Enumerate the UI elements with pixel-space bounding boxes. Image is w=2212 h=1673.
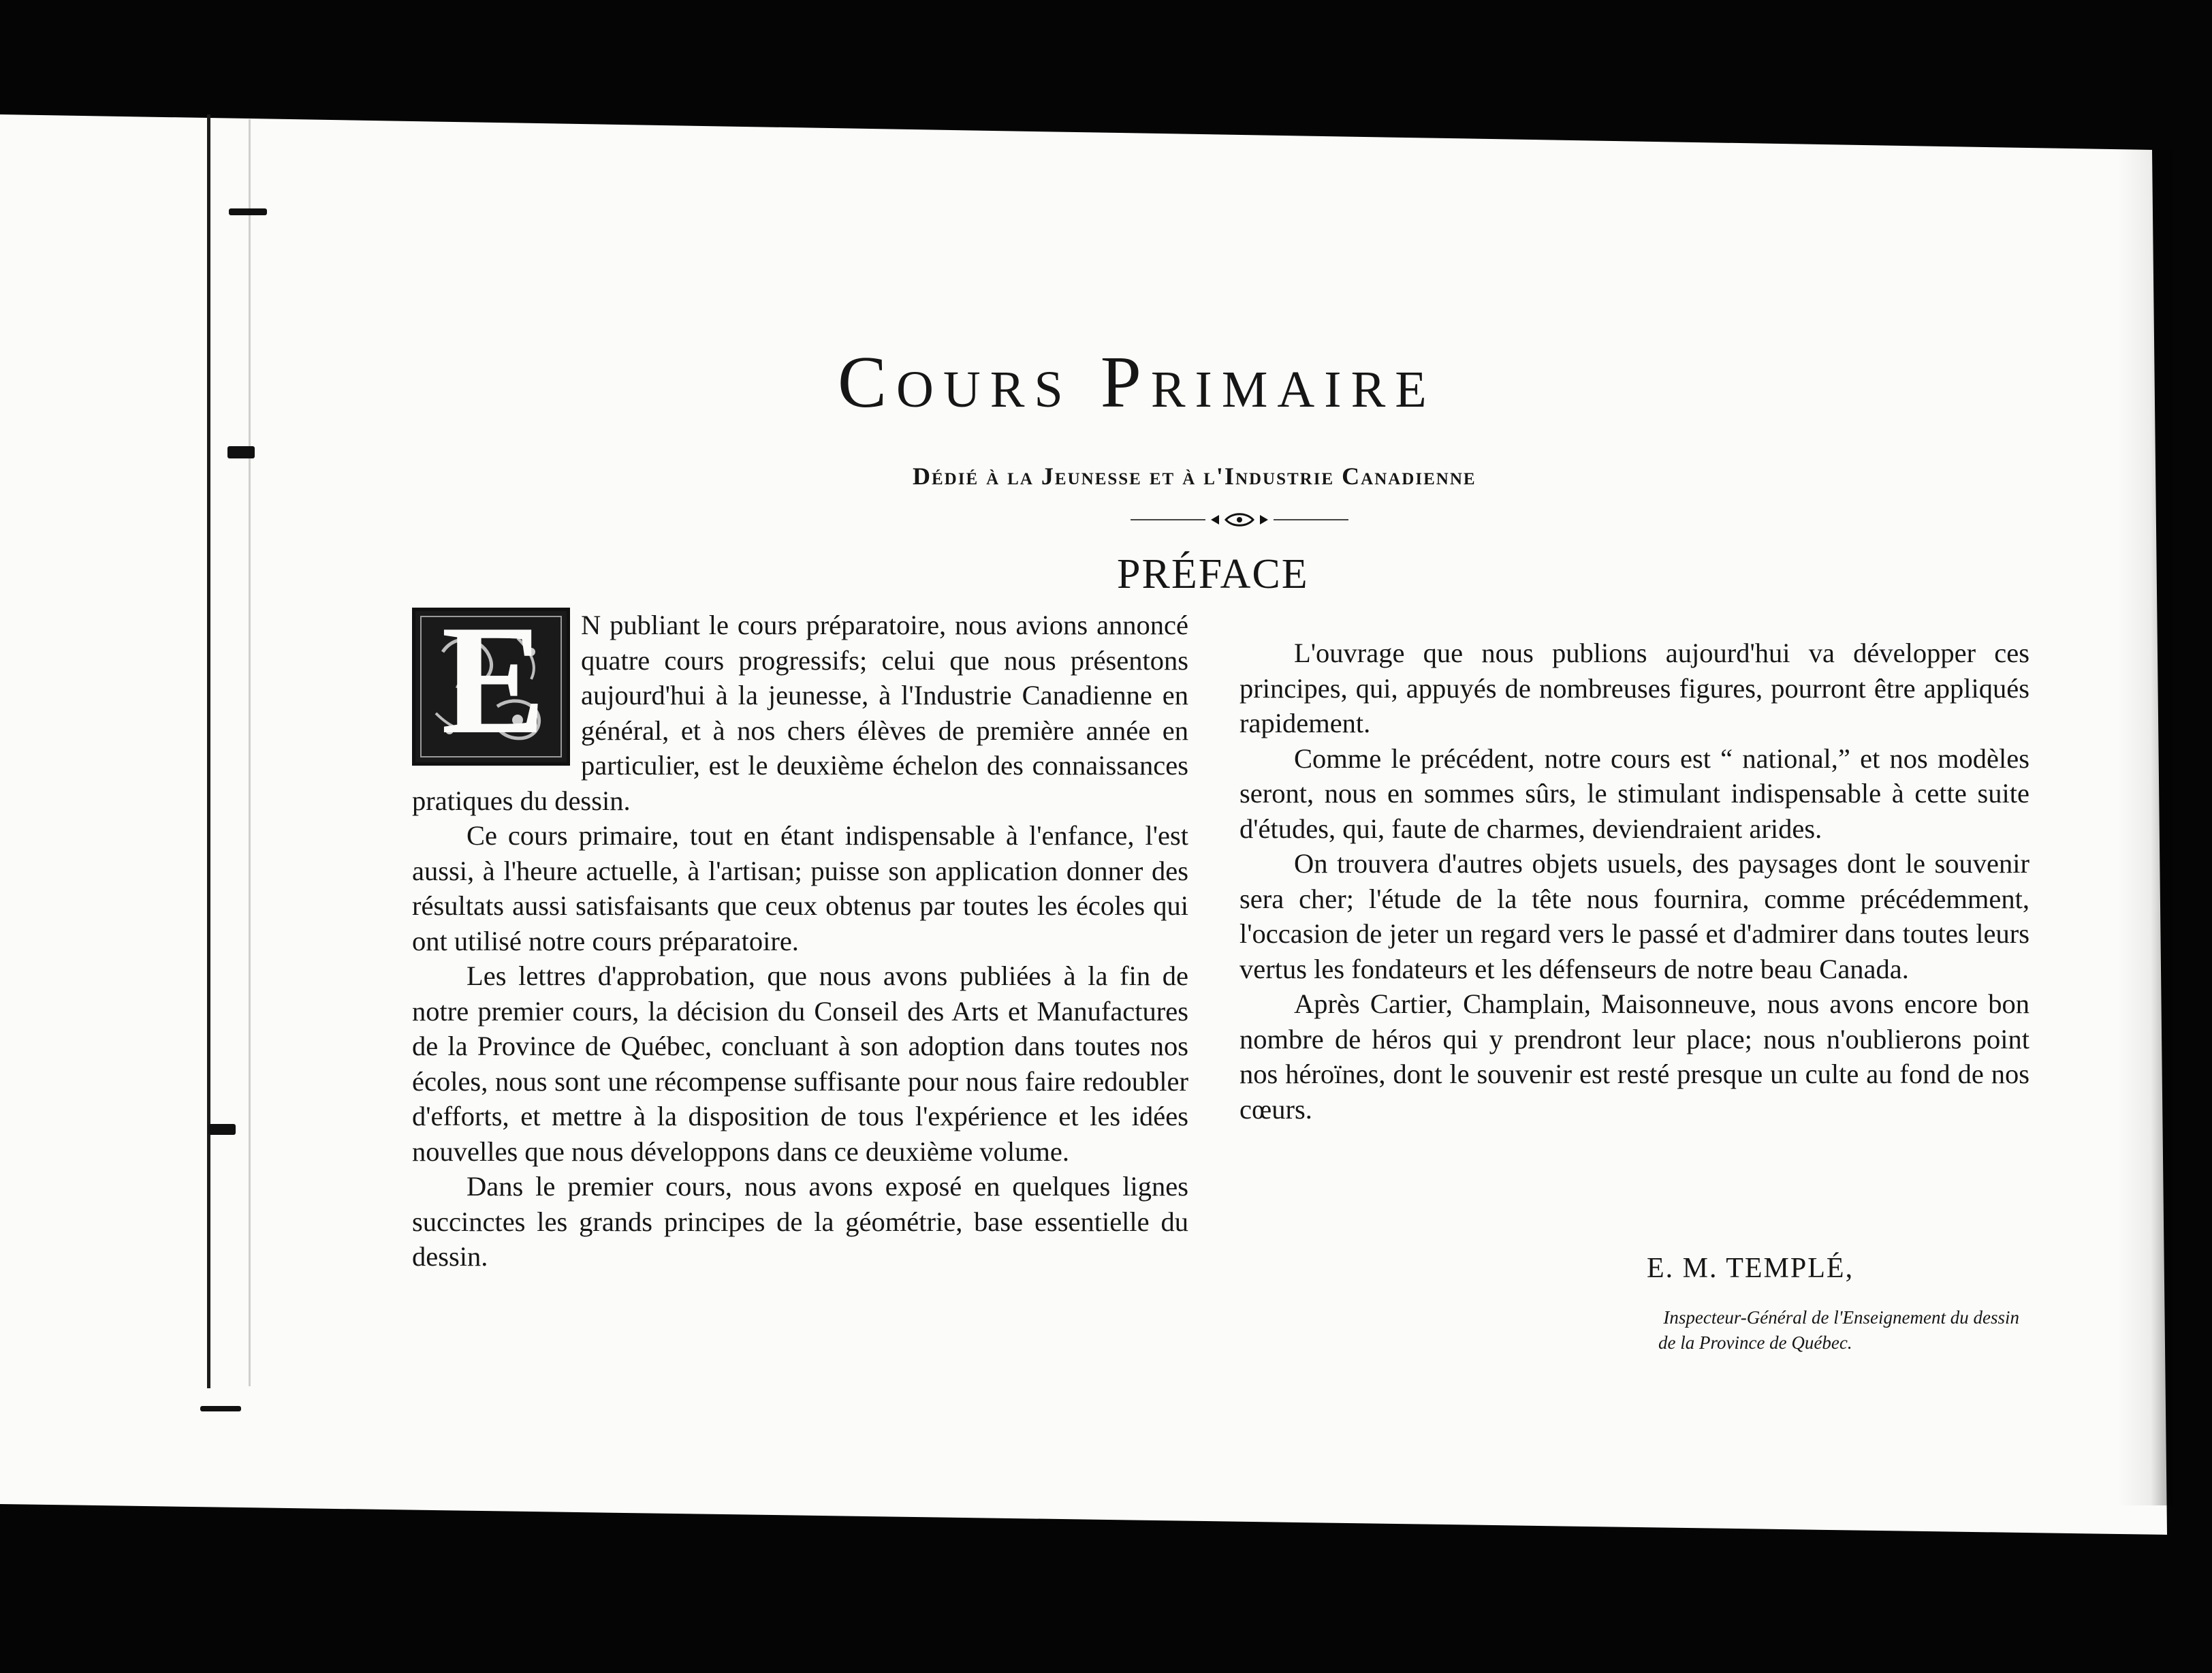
preface-heading: PRÉFACE bbox=[1117, 551, 1309, 597]
binding-staple-mark bbox=[229, 208, 267, 215]
right-column bbox=[1239, 636, 2029, 1127]
paragraph: On trouvera d'autres objets usuels, des paysages dont le souvenir sera cher; l'étude de la tête nous fournira, comme précédemment, l'occasion de jeter un regard vers le passé et d'admirer dans toutes leurs vertus les fondateurs et les défenseurs de notre beau Canada. bbox=[1239, 848, 2029, 984]
document-title: Cours Primaire bbox=[838, 342, 1436, 423]
page-edge-shadow bbox=[2118, 150, 2172, 1505]
paragraph: Ce cours primaire, tout en étant indispensable à l'enfance, l'est aussi, à l'heure actuelle, à l'artisan; puisse son application donner des résultats aussi satisfaisants que ceux obtenus par toutes les écoles qui ont utilisé notre cours préparatoire. bbox=[412, 820, 1188, 956]
signature-title: Inspecteur-Général de l'Enseignement du dessin bbox=[1663, 1307, 2019, 1328]
paragraph: Dans le premier cours, nous avons exposé en quelques lignes succinctes les grands principes de la géométrie, base essentielle du dessin. bbox=[412, 1171, 1188, 1272]
signature-subtitle: de la Province de Québec. bbox=[1658, 1332, 1852, 1353]
binding-line bbox=[207, 114, 210, 1388]
signature: E. M. TEMPLÉ, bbox=[1647, 1253, 1854, 1284]
paragraph: Après Cartier, Champlain, Maisonneuve, nous avons encore bon nombre de héros qui y prendront leur place; nous n'oublierons point nos héroïnes, dont le souvenir est resté presque un culte au fond de nos cœurs. bbox=[1239, 988, 2029, 1125]
binding-staple-mark bbox=[208, 1124, 236, 1135]
ornament-divider bbox=[1131, 510, 1348, 530]
paragraph: N publiant le cours préparatoire, nous avions annoncé quatre cours progressifs; celui que nous présentons aujourd'hui à la jeunesse, à l'Industrie Canadienne en général, et à nos chers élèves de première année en particulier, est le deuxième échelon des connaissances pratiques du dessin. bbox=[412, 610, 1188, 816]
binding-line-inner bbox=[249, 119, 251, 1386]
drop-cap-letter: E bbox=[441, 593, 546, 766]
left-column bbox=[412, 593, 1188, 1275]
document-subtitle: Dédié à la Jeunesse et à l'Industrie Canadienne bbox=[913, 463, 1476, 490]
paragraph: L'ouvrage que nous publions aujourd'hui va développer ces principes, qui, appuyés de nombreuses figures, pourront être appliqués rapidement. bbox=[1239, 638, 2029, 738]
paragraph: Les lettres d'approbation, que nous avons publiées à la fin de notre premier cours, la décision du Conseil des Arts et Manufactures de la Province de Québec, concluant à son adoption dans toutes nos écoles, nous sont une récompense suffisante pour nous faire redoubler d'efforts, et mettre à la disposition de tous l'expérience et les idées nouvelles que nous développons dans ce deuxième volume. bbox=[412, 960, 1188, 1167]
drop-cap-ornament bbox=[412, 593, 570, 766]
binding-staple-mark bbox=[227, 446, 255, 458]
paragraph: Comme le précédent, notre cours est “ national,” et nos modèles seront, nous en sommes sûrs, le stimulant indispensable à cette suite d'études, qui, faute de charmes, deviendraient arides. bbox=[1239, 742, 2029, 844]
binding-staple-mark bbox=[200, 1406, 241, 1411]
